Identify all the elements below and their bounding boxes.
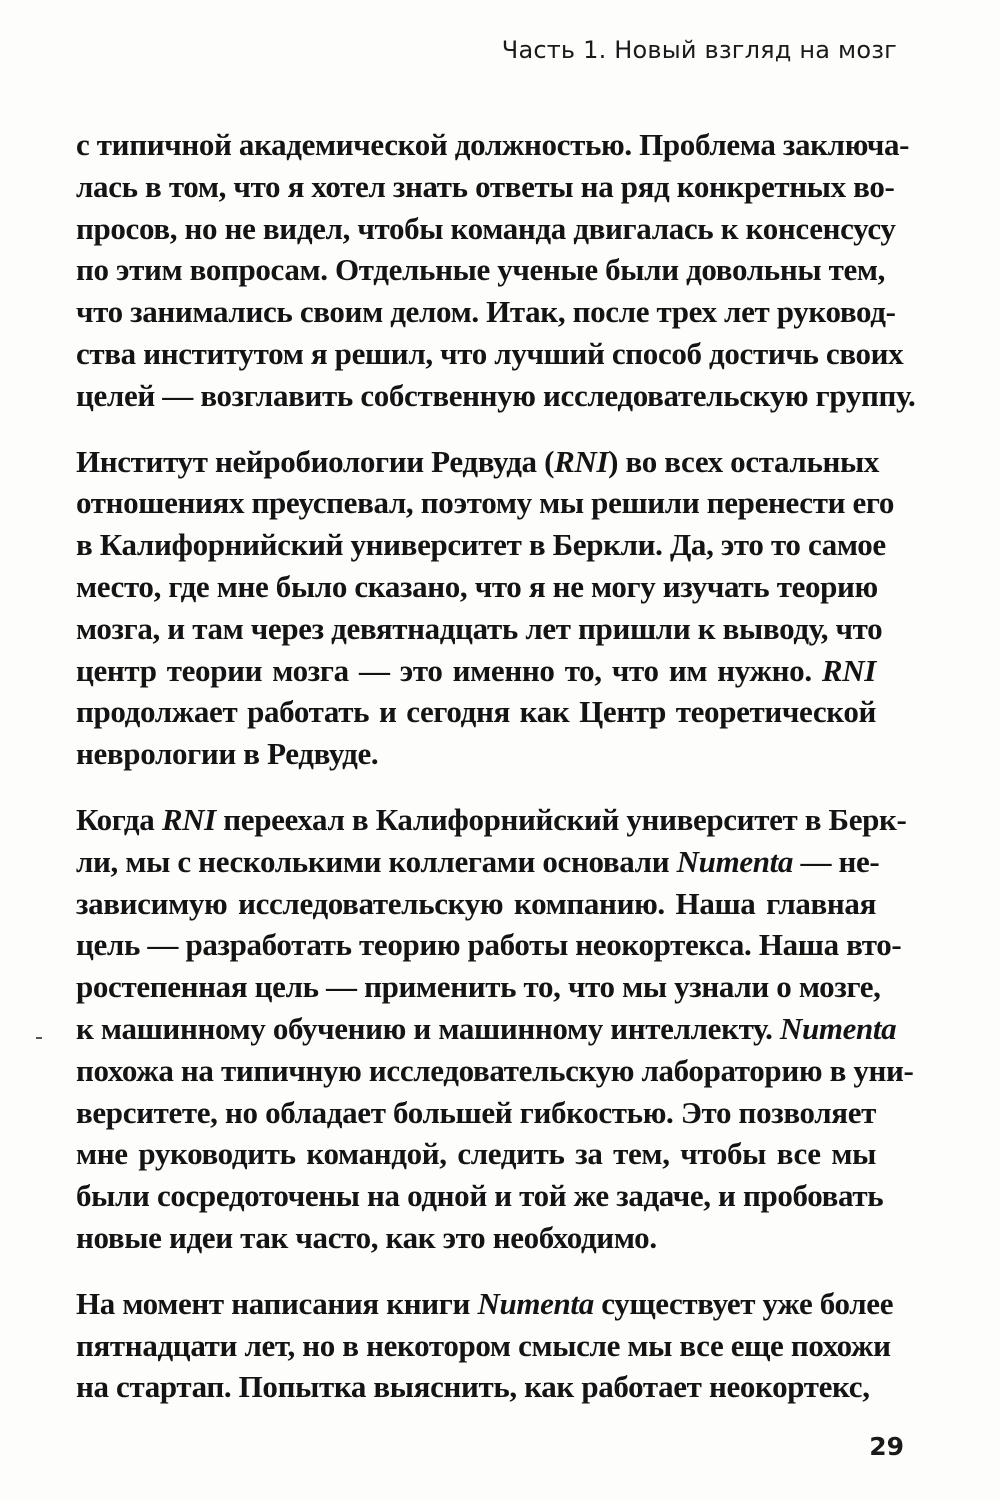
text-run: целей — возглавить собственную исследовательскую группу. <box>76 377 916 413</box>
text-line <box>76 249 886 291</box>
text-run: — не- <box>793 843 880 879</box>
paragraph <box>76 1283 894 1408</box>
text-run: мозга, и там через девятнадцать лет пришли к выводу, что <box>76 610 883 646</box>
text-line <box>76 166 895 208</box>
body-text <box>76 124 916 1432</box>
text-line <box>76 1217 876 1259</box>
text-line <box>76 733 876 775</box>
paragraph <box>76 441 894 775</box>
text-line <box>76 1092 876 1134</box>
text-run: пятнадцати лет, но в некотором смысле мы все еще похожи <box>76 1327 891 1363</box>
text-run: существует уже более <box>593 1285 894 1321</box>
text-line <box>76 883 876 925</box>
text-line <box>76 1175 884 1217</box>
text-line <box>76 291 896 333</box>
text-run: просов, но не видел, чтобы команда двигалась к консенсусу <box>76 210 896 246</box>
text-line <box>76 375 916 417</box>
text-run: цель — разработать теорию работы неокортекса. Наша вто- <box>76 927 902 963</box>
text-run: с типичной академической должностью. Проблема заключа- <box>76 127 910 162</box>
text-run: что занимались своим делом. Итак, после трех лет руковод- <box>76 294 896 330</box>
italic-term: RNI <box>554 443 609 479</box>
text-run: похожа на типичную исследовательскую лабораторию в уни- <box>76 1052 914 1088</box>
italic-term: Numenta <box>477 1285 594 1321</box>
text-run: ) во всех остальных <box>608 443 880 479</box>
text-run: отношениях преуспевал, поэтому мы решили перенести его <box>76 485 894 521</box>
italic-term: Numenta <box>779 1010 897 1046</box>
text-line <box>76 924 902 966</box>
text-line <box>76 1133 876 1175</box>
page-number: 29 <box>869 1432 904 1461</box>
text-line <box>76 1283 894 1325</box>
text-run: неврологии в Редвуде. <box>76 736 379 772</box>
text-run: в Калифорнийский университет в Беркли. Да, это то самое <box>76 527 886 563</box>
text-run: к машинному обучению и машинному интеллекту. <box>76 1010 780 1046</box>
text-line <box>76 482 894 524</box>
text-run: переехал в Калифорнийский университет в Берк- <box>215 801 907 837</box>
text-run: на стартап. Попытка выяснить, как работает неокортекс, <box>76 1369 870 1405</box>
text-line <box>76 650 876 692</box>
italic-term: Numenta <box>676 843 794 879</box>
text-line <box>76 208 896 250</box>
paragraph <box>76 799 914 1259</box>
text-line <box>76 691 876 733</box>
text-line <box>76 966 881 1008</box>
text-run: Институт нейробиологии Редвуда ( <box>76 443 555 479</box>
text-run: На момент написания книги <box>76 1285 478 1321</box>
text-line <box>76 1325 891 1367</box>
text-run: продолжает работать и сегодня как Центр теоретической <box>76 694 876 730</box>
text-line <box>76 1050 914 1092</box>
text-line <box>76 124 910 166</box>
text-run: по этим вопросам. Отдельные ученые были довольны тем, <box>76 252 886 288</box>
text-line <box>76 608 883 650</box>
text-run: место, где мне было сказано, что я не могу изучать теорию <box>76 568 878 604</box>
running-header: Часть 1. Новый взгляд на мозг <box>501 36 897 64</box>
text-line <box>76 1366 876 1408</box>
text-run: ли, мы с несколькими коллегами основали <box>76 843 677 879</box>
text-run: мне руководить командой, следить за тем, чтобы все мы <box>76 1136 876 1172</box>
text-line <box>76 333 904 375</box>
text-line <box>76 566 876 608</box>
text-run: Когда <box>76 801 162 837</box>
text-line <box>76 841 880 883</box>
text-run: ростепенная цель — применить то, что мы узнали о мозге, <box>76 969 881 1005</box>
text-line <box>76 441 880 483</box>
text-run: центр теории мозга — это именно то, что им нужно. <box>76 652 822 688</box>
text-run: новые идеи так часто, как это необходимо. <box>76 1219 657 1255</box>
paragraph <box>76 124 916 417</box>
italic-term: RNI <box>821 652 876 688</box>
text-run: верситете, но обладает большей гибкостью. Это позволяет <box>76 1094 876 1130</box>
text-run: ства институтом я решил, что лучший способ достичь своих <box>76 335 904 371</box>
text-run: лась в том, что я хотел знать ответы на ряд конкретных во- <box>76 168 895 204</box>
margin-mark <box>36 1037 42 1039</box>
text-line <box>76 1008 897 1050</box>
text-line <box>76 799 907 841</box>
text-run: зависимую исследовательскую компанию. Наша главная <box>76 885 876 921</box>
italic-term: RNI <box>161 801 216 837</box>
text-line <box>76 524 886 566</box>
text-run: были сосредоточены на одной и той же задаче, и пробовать <box>76 1178 884 1214</box>
